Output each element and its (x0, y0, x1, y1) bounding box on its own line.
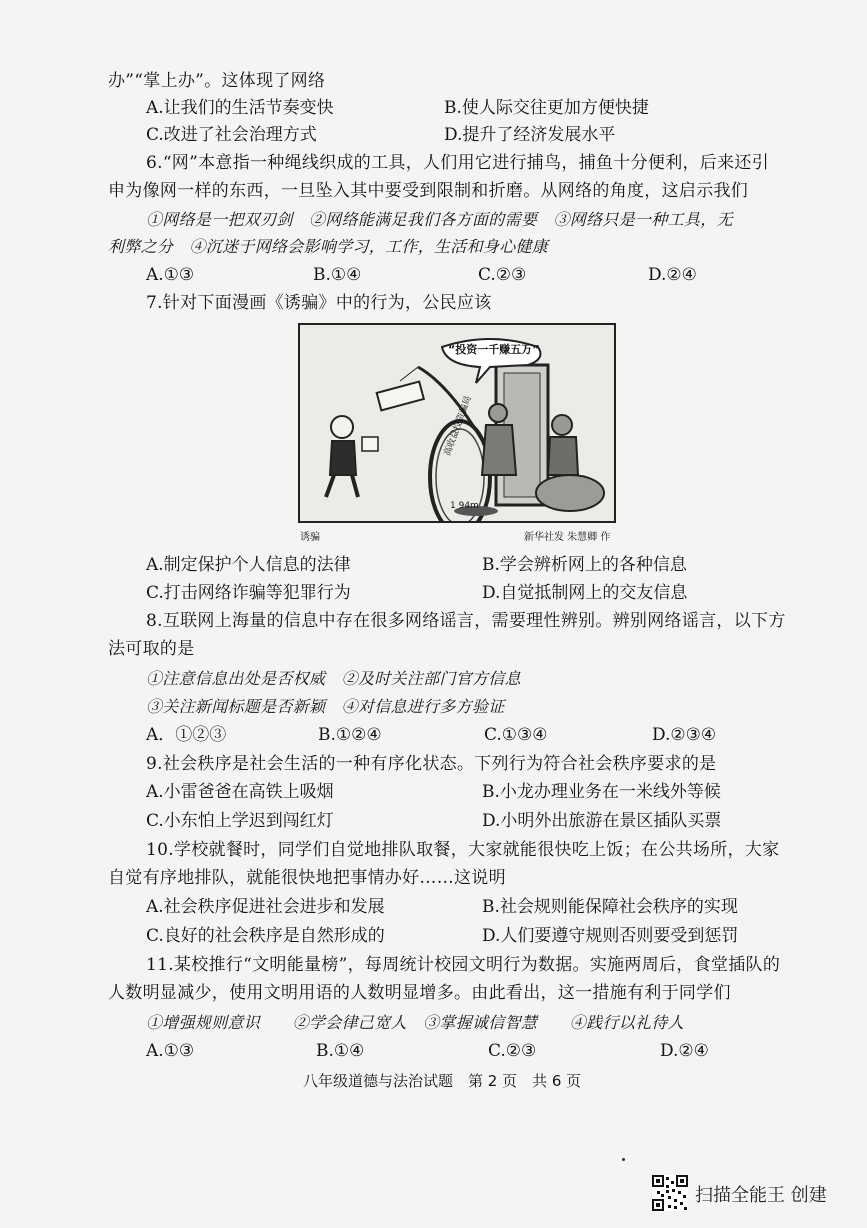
q8-option-d: D.②③④ (652, 725, 717, 745)
q6-option-b: B.①④ (313, 265, 362, 285)
qr-code-icon (652, 1175, 688, 1211)
q5-option-a: A.让我们的生活节奏变快 (146, 98, 334, 118)
q8-option-c: C.①③④ (484, 725, 548, 745)
q6-option-a: A.①③ (146, 265, 195, 285)
q8-stem-line1: 8.互联网上海量的信息中存在很多网络谣言，需要理性辨别。辨别网络谣言，以下方 (146, 611, 786, 631)
q8-stem-line2: 法可取的是 (108, 639, 195, 659)
q11-option-b: B.①④ (316, 1041, 365, 1061)
q5-stem-end: 办”“掌上办”。这体现了网络 (108, 71, 326, 91)
q10-option-c: C.良好的社会秩序是自然形成的 (146, 926, 385, 946)
cartoon-image (298, 323, 616, 523)
q5-option-c: C.改进了社会治理方式 (146, 125, 317, 145)
q11-option-d: D.②④ (660, 1041, 709, 1061)
q11-option-c: C.②③ (488, 1041, 537, 1061)
q11-stem-line2: 人数明显减少，使用文明用语的人数明显增多。由此看出，这一措施有利于同学们 (108, 983, 731, 1003)
q6-option-d: D.②④ (648, 265, 697, 285)
q6-statements-line2: 利弊之分 ④沉迷于网络会影响学习，工作，生活和身心健康 (108, 237, 549, 256)
q5-option-b: B.使人际交往更加方便快捷 (444, 98, 649, 118)
q7-option-b: B.学会辨析网上的各种信息 (482, 555, 687, 575)
q9-option-c: C.小东怕上学迟到闯红灯 (146, 811, 334, 831)
q8-statements-line1: ①注意信息出处是否权威 ②及时关注部门官方信息 (146, 669, 521, 688)
q9-option-d: D.小明外出旅游在景区插队买票 (482, 811, 722, 831)
q10-stem-line1: 10.学校就餐时，同学们自觉地排队取餐，大家就能很快吃上饭；在公共场所，大家 (146, 840, 780, 860)
q7-option-c: C.打击网络诈骗等犯罪行为 (146, 583, 351, 603)
q8-statements-line2: ③关注新闻标题是否新颖 ④对信息进行多方验证 (146, 697, 505, 716)
q7-option-a: A.制定保护个人信息的法律 (146, 555, 351, 575)
q10-option-b: B.社会规则能保障社会秩序的实现 (482, 897, 738, 917)
q10-option-d: D.人们要遵守规则否则要受到惩罚 (482, 926, 739, 946)
cartoon-tag: 1 94m (450, 501, 479, 511)
q5-option-d: D.提升了经济发展水平 (444, 125, 616, 145)
q6-stem-line2: 申为像网一样的东西，一旦坠入其中要受到限制和折磨。从网络的角度，这启示我们 (108, 181, 749, 201)
q8-option-b: B.①②④ (318, 725, 382, 745)
q6-option-c: C.②③ (478, 265, 527, 285)
cartoon-ring-text: 高收益投资骗局 (442, 394, 474, 458)
scan-dot (622, 1158, 625, 1161)
q8-option-a: A．①②③ (146, 725, 227, 745)
q6-statements-line1: ①网络是一把双刃剑 ②网络能满足我们各方面的需要 ③网络只是一种工具，无 (146, 210, 733, 229)
q9-option-b: B.小龙办理业务在一米线外等候 (482, 782, 721, 802)
scanner-watermark: 扫描全能王 创建 (695, 1185, 827, 1206)
q7-stem: 7.针对下面漫画《诱骗》中的行为，公民应该 (146, 293, 492, 313)
q9-stem: 9.社会秩序是社会生活的一种有序化状态。下列行为符合社会秩序要求的是 (146, 754, 717, 774)
q11-stem-line1: 11.某校推行“文明能量榜”，每周统计校园文明行为数据。实施两周后，食堂插队的 (146, 955, 781, 975)
cartoon-caption-left: 诱骗 (300, 532, 320, 543)
q11-statements: ①增强规则意识 ②学会律己宽人 ③掌握诚信智慧 ④践行以礼待人 (146, 1013, 684, 1032)
cartoon-caption-right: 新华社发 朱慧卿 作 (524, 532, 611, 543)
cartoon-bubble-text: “投资一千赚五万” (448, 343, 540, 356)
q10-option-a: A.社会秩序促进社会进步和发展 (146, 897, 385, 917)
q10-stem-line2: 自觉有序地排队，就能很快地把事情办好……这说明 (108, 868, 506, 888)
q9-option-a: A.小雷爸爸在高铁上吸烟 (146, 782, 334, 802)
q6-stem-line1: 6.“网”本意指一种绳线织成的工具，人们用它进行捕鸟，捕鱼十分便利，后来还引 (146, 153, 769, 173)
q7-option-d: D.自觉抵制网上的交友信息 (482, 583, 688, 603)
q11-option-a: A.①③ (146, 1041, 195, 1061)
page-footer: 八年级道德与法治试题 第 2 页 共 6 页 (303, 1072, 582, 1090)
